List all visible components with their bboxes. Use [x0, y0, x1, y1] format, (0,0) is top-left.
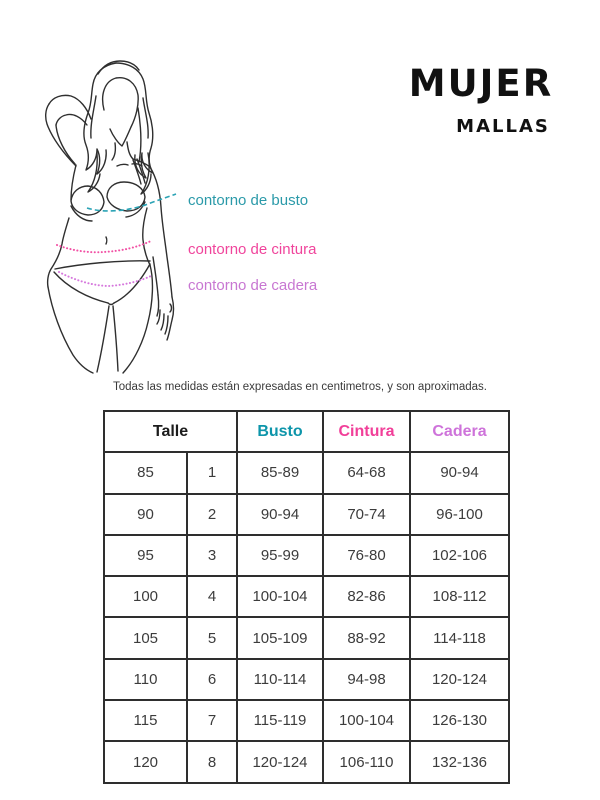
table-cell-talle_cm: 95	[104, 535, 187, 576]
figure-hair-front-strand	[138, 108, 141, 162]
figure-collarbone-right	[132, 164, 142, 166]
table-cell-talle_num: 6	[187, 659, 237, 700]
hip-measure-line	[59, 272, 153, 286]
table-cell-talle_cm: 85	[104, 452, 187, 493]
figure-raised-forearm	[49, 95, 91, 119]
table-cell-busto: 95-99	[237, 535, 323, 576]
table-cell-cintura: 70-74	[323, 494, 410, 535]
table-cell-cadera: 90-94	[410, 452, 509, 493]
figure-neck-right	[127, 142, 133, 159]
waist-measure-label: contorno de cintura	[188, 241, 317, 258]
figure-torso-right	[143, 208, 150, 265]
figure-collarbone-left	[117, 164, 128, 166]
figure-raised-arm-inner	[56, 125, 75, 164]
column-header-cadera: Cadera	[410, 411, 509, 452]
figure-raised-forearm-inner	[56, 114, 87, 125]
table-cell-busto: 120-124	[237, 741, 323, 782]
table-row	[104, 617, 509, 658]
table-cell-talle_cm: 100	[104, 576, 187, 617]
table-row	[104, 452, 509, 493]
table-header-row	[104, 411, 509, 452]
figure-panty-crotch	[108, 303, 114, 305]
column-header-talle: Talle	[104, 411, 237, 452]
figure-finger-2	[161, 314, 164, 330]
table-cell-busto: 100-104	[237, 576, 323, 617]
figure-hair-inner-left	[91, 96, 96, 138]
figure-panty-left	[54, 272, 108, 303]
figure-leg-left-inner	[97, 306, 109, 372]
table-row	[104, 535, 509, 576]
table-cell-cintura: 94-98	[323, 659, 410, 700]
table-row	[104, 576, 509, 617]
table-cell-cadera: 114-118	[410, 617, 509, 658]
table-cell-busto: 115-119	[237, 700, 323, 741]
table-cell-cintura: 64-68	[323, 452, 410, 493]
table-row	[104, 659, 509, 700]
table-cell-cintura: 106-110	[323, 741, 410, 782]
table-cell-cintura: 76-80	[323, 535, 410, 576]
figure-neck-left	[112, 143, 115, 160]
table-cell-cintura: 100-104	[323, 700, 410, 741]
table-cell-cintura: 82-86	[323, 576, 410, 617]
table-cell-talle_cm: 105	[104, 617, 187, 658]
table-cell-talle_num: 2	[187, 494, 237, 535]
waist-measure-line	[57, 241, 151, 252]
figure-leg-left-outer	[48, 287, 93, 373]
figure-face	[103, 78, 139, 146]
size-table	[103, 410, 510, 784]
figure-thumb	[170, 304, 172, 312]
table-cell-talle_cm: 110	[104, 659, 187, 700]
hip-measure-label: contorno de cadera	[188, 277, 318, 294]
bust-measure-line	[87, 194, 176, 211]
table-cell-talle_num: 7	[187, 700, 237, 741]
measurements-disclaimer: Todas las medidas están expresadas en centimetros, y son aproximadas.	[113, 381, 487, 393]
table-cell-busto: 85-89	[237, 452, 323, 493]
woman-figure-illustration	[40, 58, 200, 378]
table-row	[104, 700, 509, 741]
table-cell-talle_cm: 120	[104, 741, 187, 782]
figure-panty-waistband	[55, 261, 150, 269]
table-cell-busto: 90-94	[237, 494, 323, 535]
size-table-body	[104, 452, 509, 782]
table-cell-cadera: 108-112	[410, 576, 509, 617]
table-cell-cadera: 126-130	[410, 700, 509, 741]
column-header-busto: Busto	[237, 411, 323, 452]
table-row	[104, 494, 509, 535]
column-header-cintura: Cintura	[323, 411, 410, 452]
table-cell-talle_num: 3	[187, 535, 237, 576]
figure-finger-1	[165, 316, 168, 334]
figure-arm-inner	[153, 257, 158, 295]
bust-measure-label: contorno de busto	[188, 192, 309, 209]
table-cell-talle_num: 5	[187, 617, 237, 658]
table-cell-talle_cm: 115	[104, 700, 187, 741]
table-cell-talle_num: 8	[187, 741, 237, 782]
figure-arm-outer	[150, 167, 172, 297]
table-cell-talle_cm: 90	[104, 494, 187, 535]
figure-raised-arm	[46, 104, 76, 166]
figure-leg-right-inner	[113, 306, 118, 371]
figure-panty-right	[114, 264, 150, 303]
table-cell-cintura: 88-92	[323, 617, 410, 658]
table-cell-busto: 105-109	[237, 617, 323, 658]
page-title: MUJER	[408, 62, 554, 105]
table-cell-cadera: 132-136	[410, 741, 509, 782]
page-subtitle: MALLAS	[456, 116, 550, 137]
table-cell-cadera: 102-106	[410, 535, 509, 576]
table-cell-busto: 110-114	[237, 659, 323, 700]
woman-figure-svg	[40, 58, 200, 378]
table-cell-cadera: 96-100	[410, 494, 509, 535]
figure-hand-inner	[157, 295, 159, 316]
table-row	[104, 741, 509, 782]
table-cell-cadera: 120-124	[410, 659, 509, 700]
figure-navel	[106, 237, 107, 244]
table-cell-talle_num: 1	[187, 452, 237, 493]
table-cell-talle_num: 4	[187, 576, 237, 617]
